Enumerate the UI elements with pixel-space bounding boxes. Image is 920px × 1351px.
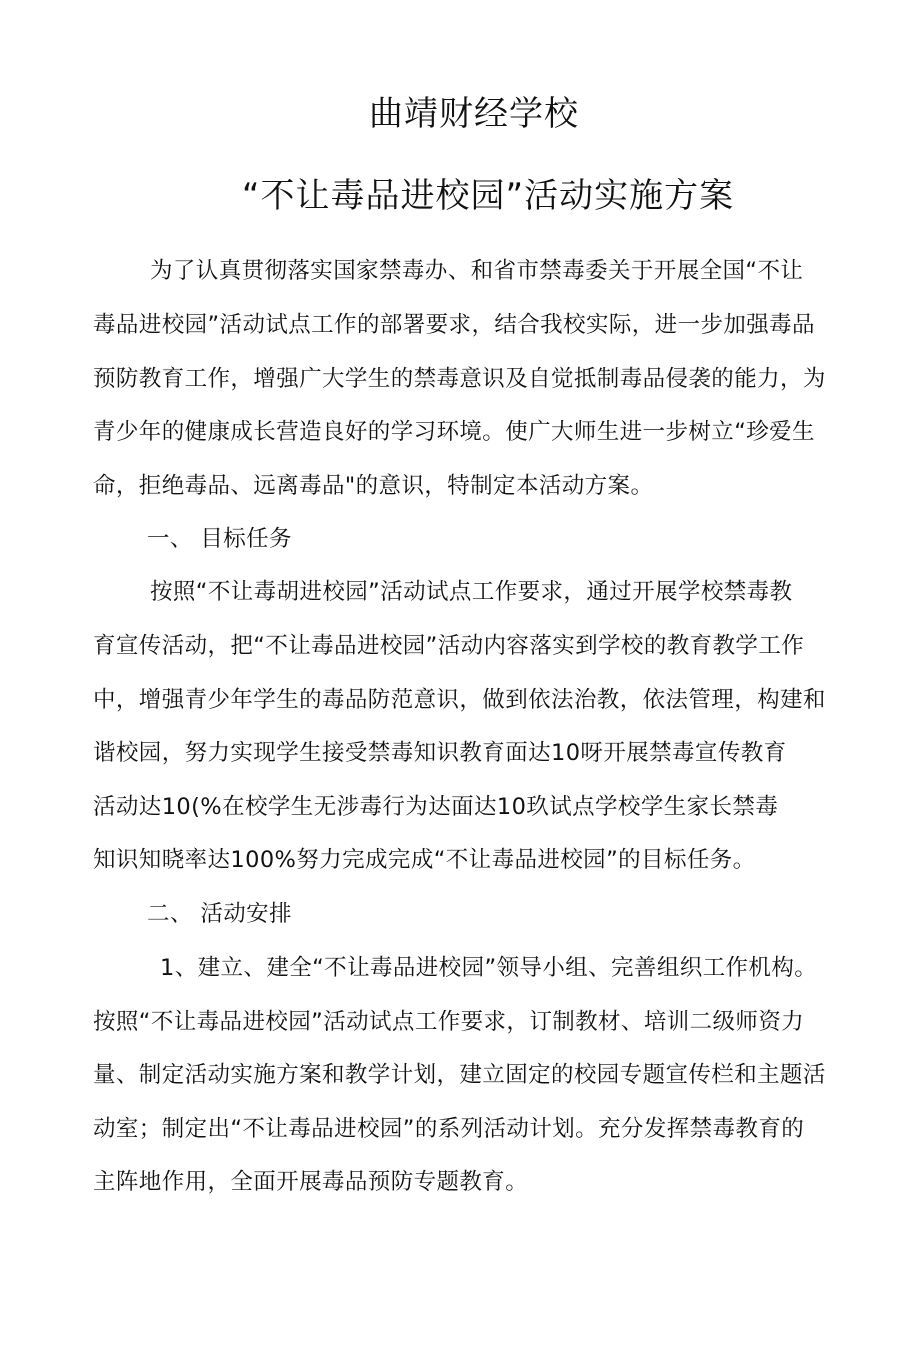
section-1-line-2: 育宣传活动，把“不让毒品进校园”活动内容落实到学校的教育教学工作 [93,633,805,659]
document-subtitle: “不让毒品进校园”活动实施方案 [241,176,735,216]
section-2-line-1: 1、建立、建全“不让毒品进校园”领导小组、完善组织工作机构。 [160,955,818,981]
section-1-line-1: 按照“不让毒胡进校园”活动试点工作要求，通过开展学校禁毒教 [150,579,793,605]
section-2-line-2: 按照“不让毒品进校园”活动试点工作要求，订制教材、培训二级师资力 [93,1009,805,1035]
section-1-line-6: 知识知晓率达100%努力完成完成“不让毒品进校园”的目标任务。 [93,847,756,873]
intro-line-4: 青少年的健康成长营造良好的学习环境。使广大师生进一步树立“珍爱生 [93,419,815,445]
intro-line-1: 为了认真贯彻落实国家禁毒办、和省市禁毒委关于开展全国“不让 [150,258,804,284]
section-1-line-5: 活动达10(%在校学生无涉毒行为达面达10玖试点学校学生家长禁毒 [93,794,779,820]
section-2-line-5: 主阵地作用，全面开展毒品预防专题教育。 [93,1169,529,1195]
section-1-line-4: 谐校园，努力实现学生接受禁毒知识教育面达10呀开展禁毒宣传教育 [93,740,787,766]
section-1-line-3: 中，增强青少年学生的毒品防范意识，做到依法治教，依法管理，构建和 [93,687,826,713]
section-2-line-4: 动室；制定出“不让毒品进校园”的系列活动计划。充分发挥禁毒教育的 [93,1116,805,1142]
intro-line-2: 毒品进校园”活动试点工作的部署要求，结合我校实际，进一步加强毒品 [93,312,815,338]
section-2-line-3: 量、制定活动实施方案和教学计划，建立固定的校园专题宣传栏和主题活 [93,1062,826,1088]
section-1-heading: 一、 目标任务 [147,526,292,552]
intro-line-5: 命，拒绝毒品、远离毒品"的意识，特制定本活动方案。 [93,473,654,499]
document-title: 曲靖财经学校 [369,94,579,134]
intro-line-3: 预防教育工作，增强广大学生的禁毒意识及自觉抵制毒品侵袭的能力，为 [93,366,826,392]
section-2-heading: 二、 活动安排 [147,901,292,927]
